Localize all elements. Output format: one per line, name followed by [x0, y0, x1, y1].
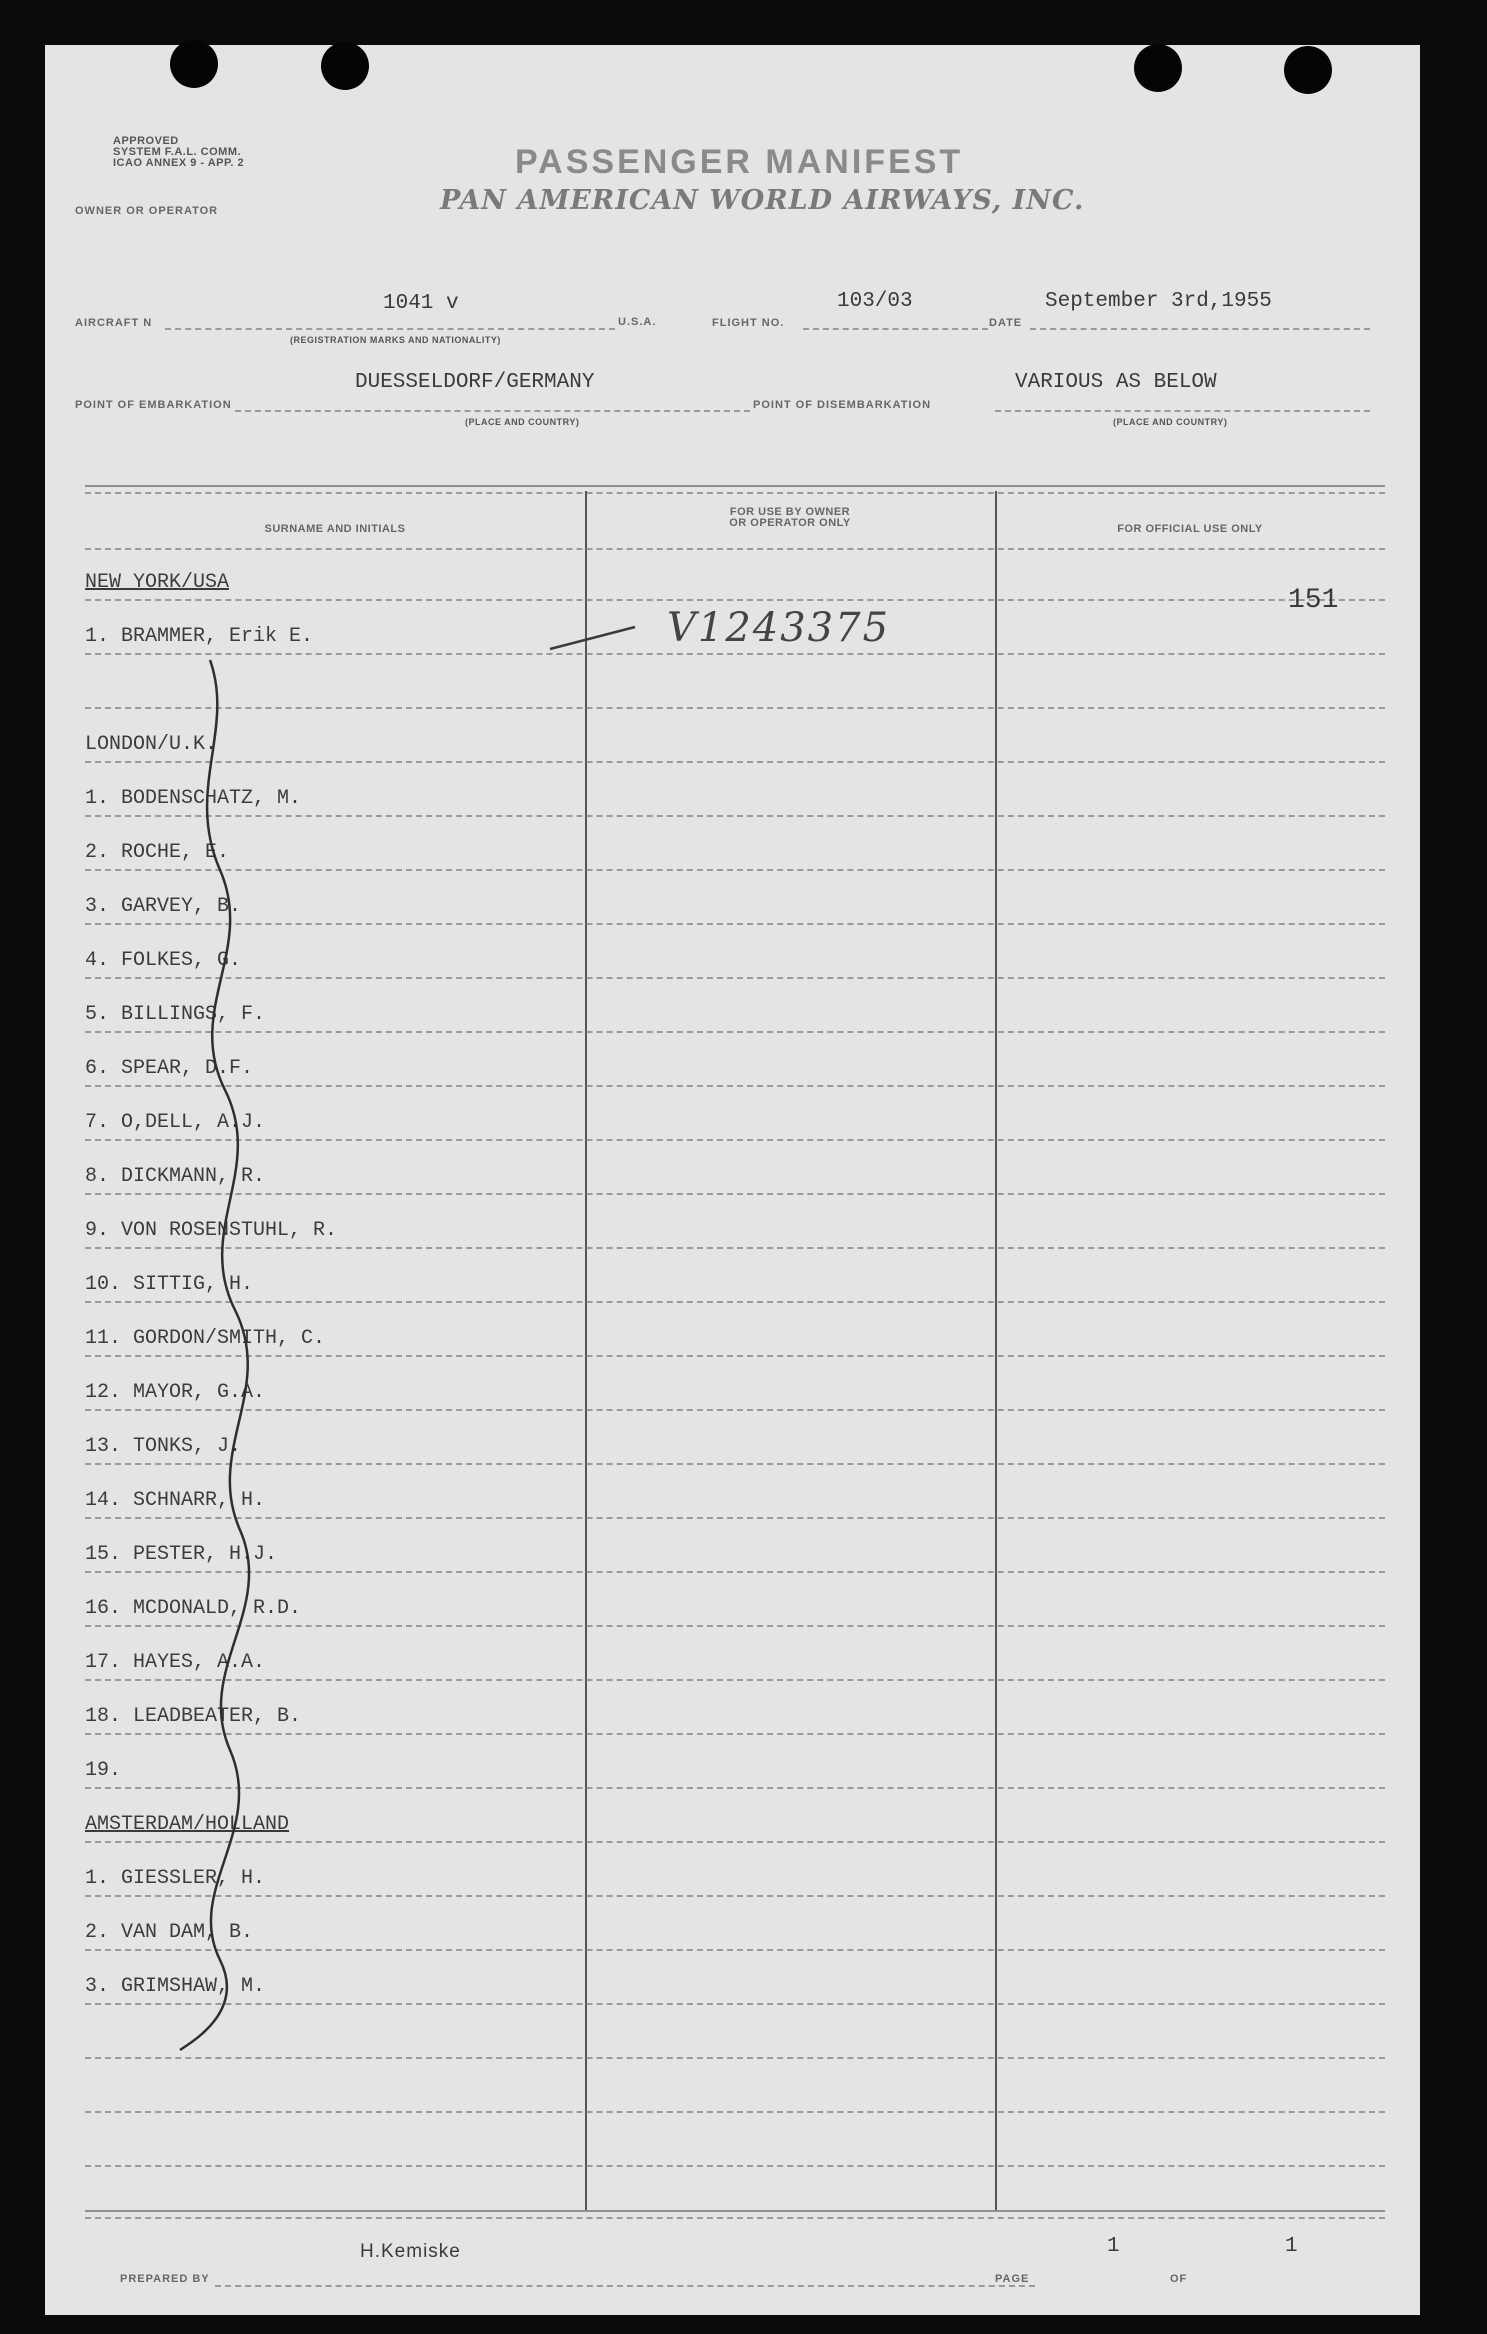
flight-value: 103/03	[837, 290, 913, 313]
punch-hole	[321, 42, 369, 90]
handwritten-tick	[545, 617, 645, 657]
row-text: 5. BILLINGS, F.	[85, 1003, 266, 1026]
date-value: September 3rd,1955	[1045, 290, 1272, 313]
row-text: 3. GARVEY, B.	[85, 895, 242, 918]
row-text: 1. GIESSLER, H.	[85, 1867, 266, 1890]
of-label: OF	[1170, 2273, 1188, 2285]
row-text: 1. BRAMMER, Erik E.	[85, 625, 314, 648]
disembark-label: POINT OF DISEMBARKATION	[753, 399, 932, 411]
punch-hole	[1134, 44, 1182, 92]
disembark-note: (PLACE AND COUNTRY)	[1113, 417, 1228, 427]
official-number: 151	[1288, 585, 1339, 616]
handwritten-number: V1243375	[667, 605, 891, 651]
manifest-page	[45, 45, 1420, 2315]
row-text: 1. BODENSCHATZ, M.	[85, 787, 302, 810]
disembark-value: VARIOUS AS BELOW	[1015, 371, 1217, 394]
row-text: 18. LEADBEATER, B.	[85, 1705, 302, 1728]
row-text: 13. TONKS, J.	[85, 1435, 242, 1458]
row-text: 6. SPEAR, D.F.	[85, 1057, 254, 1080]
row-text: 2. ROCHE, E.	[85, 841, 230, 864]
flight-label: FLIGHT NO.	[712, 317, 785, 329]
registration-note: (REGISTRATION MARKS AND NATIONALITY)	[290, 335, 501, 345]
row-text: 7. O,DELL, A.J.	[85, 1111, 266, 1134]
punch-hole	[170, 40, 218, 88]
column-header-official: FOR OFFICIAL USE ONLY	[1117, 523, 1263, 535]
row-text: 2. VAN DAM, B.	[85, 1921, 254, 1944]
row-text: 16. MCDONALD, R.D.	[85, 1597, 302, 1620]
row-text: 19.	[85, 1759, 122, 1782]
page-value: 1	[1107, 2235, 1120, 2258]
date-label: DATE	[989, 317, 1023, 329]
page-title: PASSENGER MANIFEST	[515, 143, 964, 181]
row-text: NEW YORK/USA	[85, 571, 230, 594]
row-text: 14. SCHNARR, H.	[85, 1489, 266, 1512]
aircraft-value: 1041 v	[383, 292, 459, 315]
prepared-by-label: PREPARED BY	[120, 2273, 210, 2285]
row-text: 15. PESTER, H.J.	[85, 1543, 278, 1566]
prepared-by-value: H.Kemiske	[360, 2241, 461, 2262]
country-label: U.S.A.	[618, 316, 657, 328]
embark-label: POINT OF EMBARKATION	[75, 399, 232, 411]
row-text: 17. HAYES, A.A.	[85, 1651, 266, 1674]
owner-value: PAN AMERICAN WORLD AIRWAYS, INC.	[440, 185, 1085, 216]
of-value: 1	[1285, 2235, 1298, 2258]
row-text: 8. DICKMANN, R.	[85, 1165, 266, 1188]
row-text: 12. MAYOR, G.A.	[85, 1381, 266, 1404]
strikethrough-squiggle	[125, 650, 285, 2060]
page-label: PAGE	[995, 2273, 1030, 2285]
column-header-surname: SURNAME AND INITIALS	[264, 523, 406, 535]
row-text: 10. SITTIG, H.	[85, 1273, 254, 1296]
row-text: 9. VON ROSENSTUHL, R.	[85, 1219, 338, 1242]
row-text: 11. GORDON/SMITH, C.	[85, 1327, 326, 1350]
approval-line: ICAO ANNEX 9 - APP. 2	[113, 157, 245, 169]
owner-label: OWNER OR OPERATOR	[75, 205, 219, 217]
row-text: 3. GRIMSHAW, M.	[85, 1975, 266, 1998]
embark-note: (PLACE AND COUNTRY)	[465, 417, 580, 427]
row-text: LONDON/U.K.	[85, 733, 218, 756]
punch-hole	[1284, 46, 1332, 94]
approval-line: APPROVED	[113, 135, 179, 147]
row-text: 4. FOLKES, G.	[85, 949, 242, 972]
row-text: AMSTERDAM/HOLLAND	[85, 1813, 290, 1836]
approval-line: SYSTEM F.A.L. COMM.	[113, 146, 242, 158]
column-header-owner-use: FOR USE BY OWNER OR OPERATOR ONLY	[729, 506, 851, 529]
embark-value: DUESSELDORF/GERMANY	[355, 371, 595, 394]
aircraft-label: AIRCRAFT N	[75, 317, 153, 329]
approval-stamp	[113, 136, 244, 169]
